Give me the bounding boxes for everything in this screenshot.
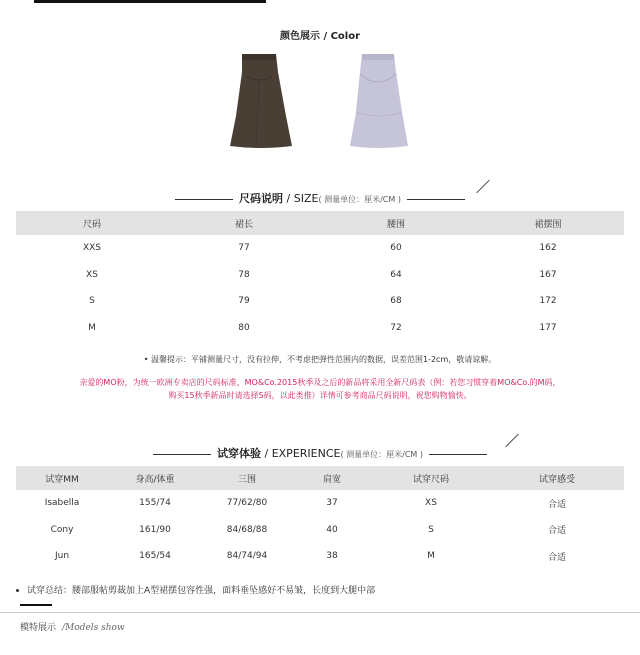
table-cell: 68 [390, 296, 402, 307]
experience-table [16, 466, 624, 570]
table-cell: Isabella [44, 498, 80, 509]
size-notice-line-1: 亲爱的MO粉，为统一欧洲专卖店的尺码标准，MO&Co.2015秋季及之后的新品将采用全新尺码表（例：若您习惯穿着MO&Co.的M码， [79, 378, 561, 387]
table-cell: 合适 [547, 552, 566, 563]
table-cell: 72 [390, 322, 402, 333]
experience-summary [16, 583, 375, 596]
lavender-skirt-image [344, 50, 414, 150]
table-cell: 167 [539, 269, 557, 280]
models-section-title [20, 620, 125, 633]
table-cell: M [427, 551, 435, 562]
table-cell: 84/68/88 [226, 524, 268, 535]
table-cell: 38 [326, 551, 338, 562]
table-cell: Jun [54, 551, 70, 562]
table-cell: Cony [50, 524, 74, 535]
experience-header-cell: 试穿MM [16, 466, 108, 490]
models-title-en: /Models show [62, 623, 125, 633]
size-header-cell: 裙摆围 [472, 211, 624, 235]
experience-header-cell: 试穿感受 [490, 466, 624, 490]
size-notice-line-2: 购买15秋季新品时请选择S码，以此类推）详情可参考商品尺码说明，祝您购物愉快。 [168, 391, 472, 400]
top-divider [34, 0, 266, 3]
table-cell: 合适 [547, 499, 566, 510]
table-cell: S [89, 296, 95, 307]
table-row [16, 517, 624, 544]
table-cell: M [88, 322, 96, 333]
size-header-cell: 尺码 [16, 211, 168, 235]
table-cell: 161/90 [139, 524, 171, 535]
table-cell: XS [86, 269, 98, 280]
experience-header-cell: 试穿尺码 [372, 466, 490, 490]
table-cell: S [428, 524, 434, 535]
size-header-cell: 腰围 [320, 211, 472, 235]
experience-header-cell: 肩宽 [292, 466, 372, 490]
brown-skirt-image [226, 50, 296, 150]
table-cell: 64 [390, 269, 402, 280]
table-cell: 80 [238, 322, 250, 333]
table-row [16, 288, 624, 315]
table-cell: 78 [238, 269, 250, 280]
color-section-title: 颜色展示 / Color [279, 31, 361, 42]
models-title-cn: 模特展示 [20, 623, 57, 633]
size-section-title: 尺码说明 / SIZE( 测量单位：厘米/CM ) [0, 190, 640, 206]
table-cell: 162 [539, 243, 557, 254]
table-cell: XS [425, 498, 437, 509]
models-divider [0, 612, 640, 613]
table-cell: XXS [82, 243, 102, 254]
table-row [16, 235, 624, 262]
table-cell: 177 [539, 322, 557, 333]
experience-summary-text: 试穿总结：腰部服帖剪裁加上A型裙摆包容性强，面料垂坠感好不易皱，长度到大腿中部 [27, 586, 376, 596]
table-cell: 77 [238, 243, 250, 254]
table-row [16, 490, 624, 517]
size-tip: • 温馨提示：平铺测量尺寸，没有拉伸，不考虑把弹性范围内的数据，误差范围1-2cm，敬请谅解。 [143, 355, 497, 364]
table-cell: 37 [326, 498, 338, 509]
table-cell: 155/74 [139, 498, 171, 509]
table-cell: 165/54 [139, 551, 171, 562]
size-table [16, 211, 624, 341]
size-notice [20, 376, 620, 402]
table-row [16, 315, 624, 342]
size-header-cell: 裙长 [168, 211, 320, 235]
table-cell: 79 [238, 296, 250, 307]
table-row [16, 543, 624, 570]
experience-header-cell: 身高/体重 [108, 466, 202, 490]
experience-header-cell: 三围 [202, 466, 292, 490]
table-cell: 172 [539, 296, 557, 307]
models-accent-bar [20, 604, 52, 606]
experience-section-title: 试穿体验 / EXPERIENCE( 测量单位：厘米/CM ) [0, 445, 640, 461]
table-cell: 40 [326, 524, 338, 535]
table-cell: 77/62/80 [226, 498, 268, 509]
table-cell: 60 [390, 243, 402, 254]
table-cell: 84/74/94 [226, 551, 268, 562]
table-row [16, 262, 624, 289]
bullet-icon [16, 589, 19, 592]
table-cell: 合适 [547, 526, 566, 537]
